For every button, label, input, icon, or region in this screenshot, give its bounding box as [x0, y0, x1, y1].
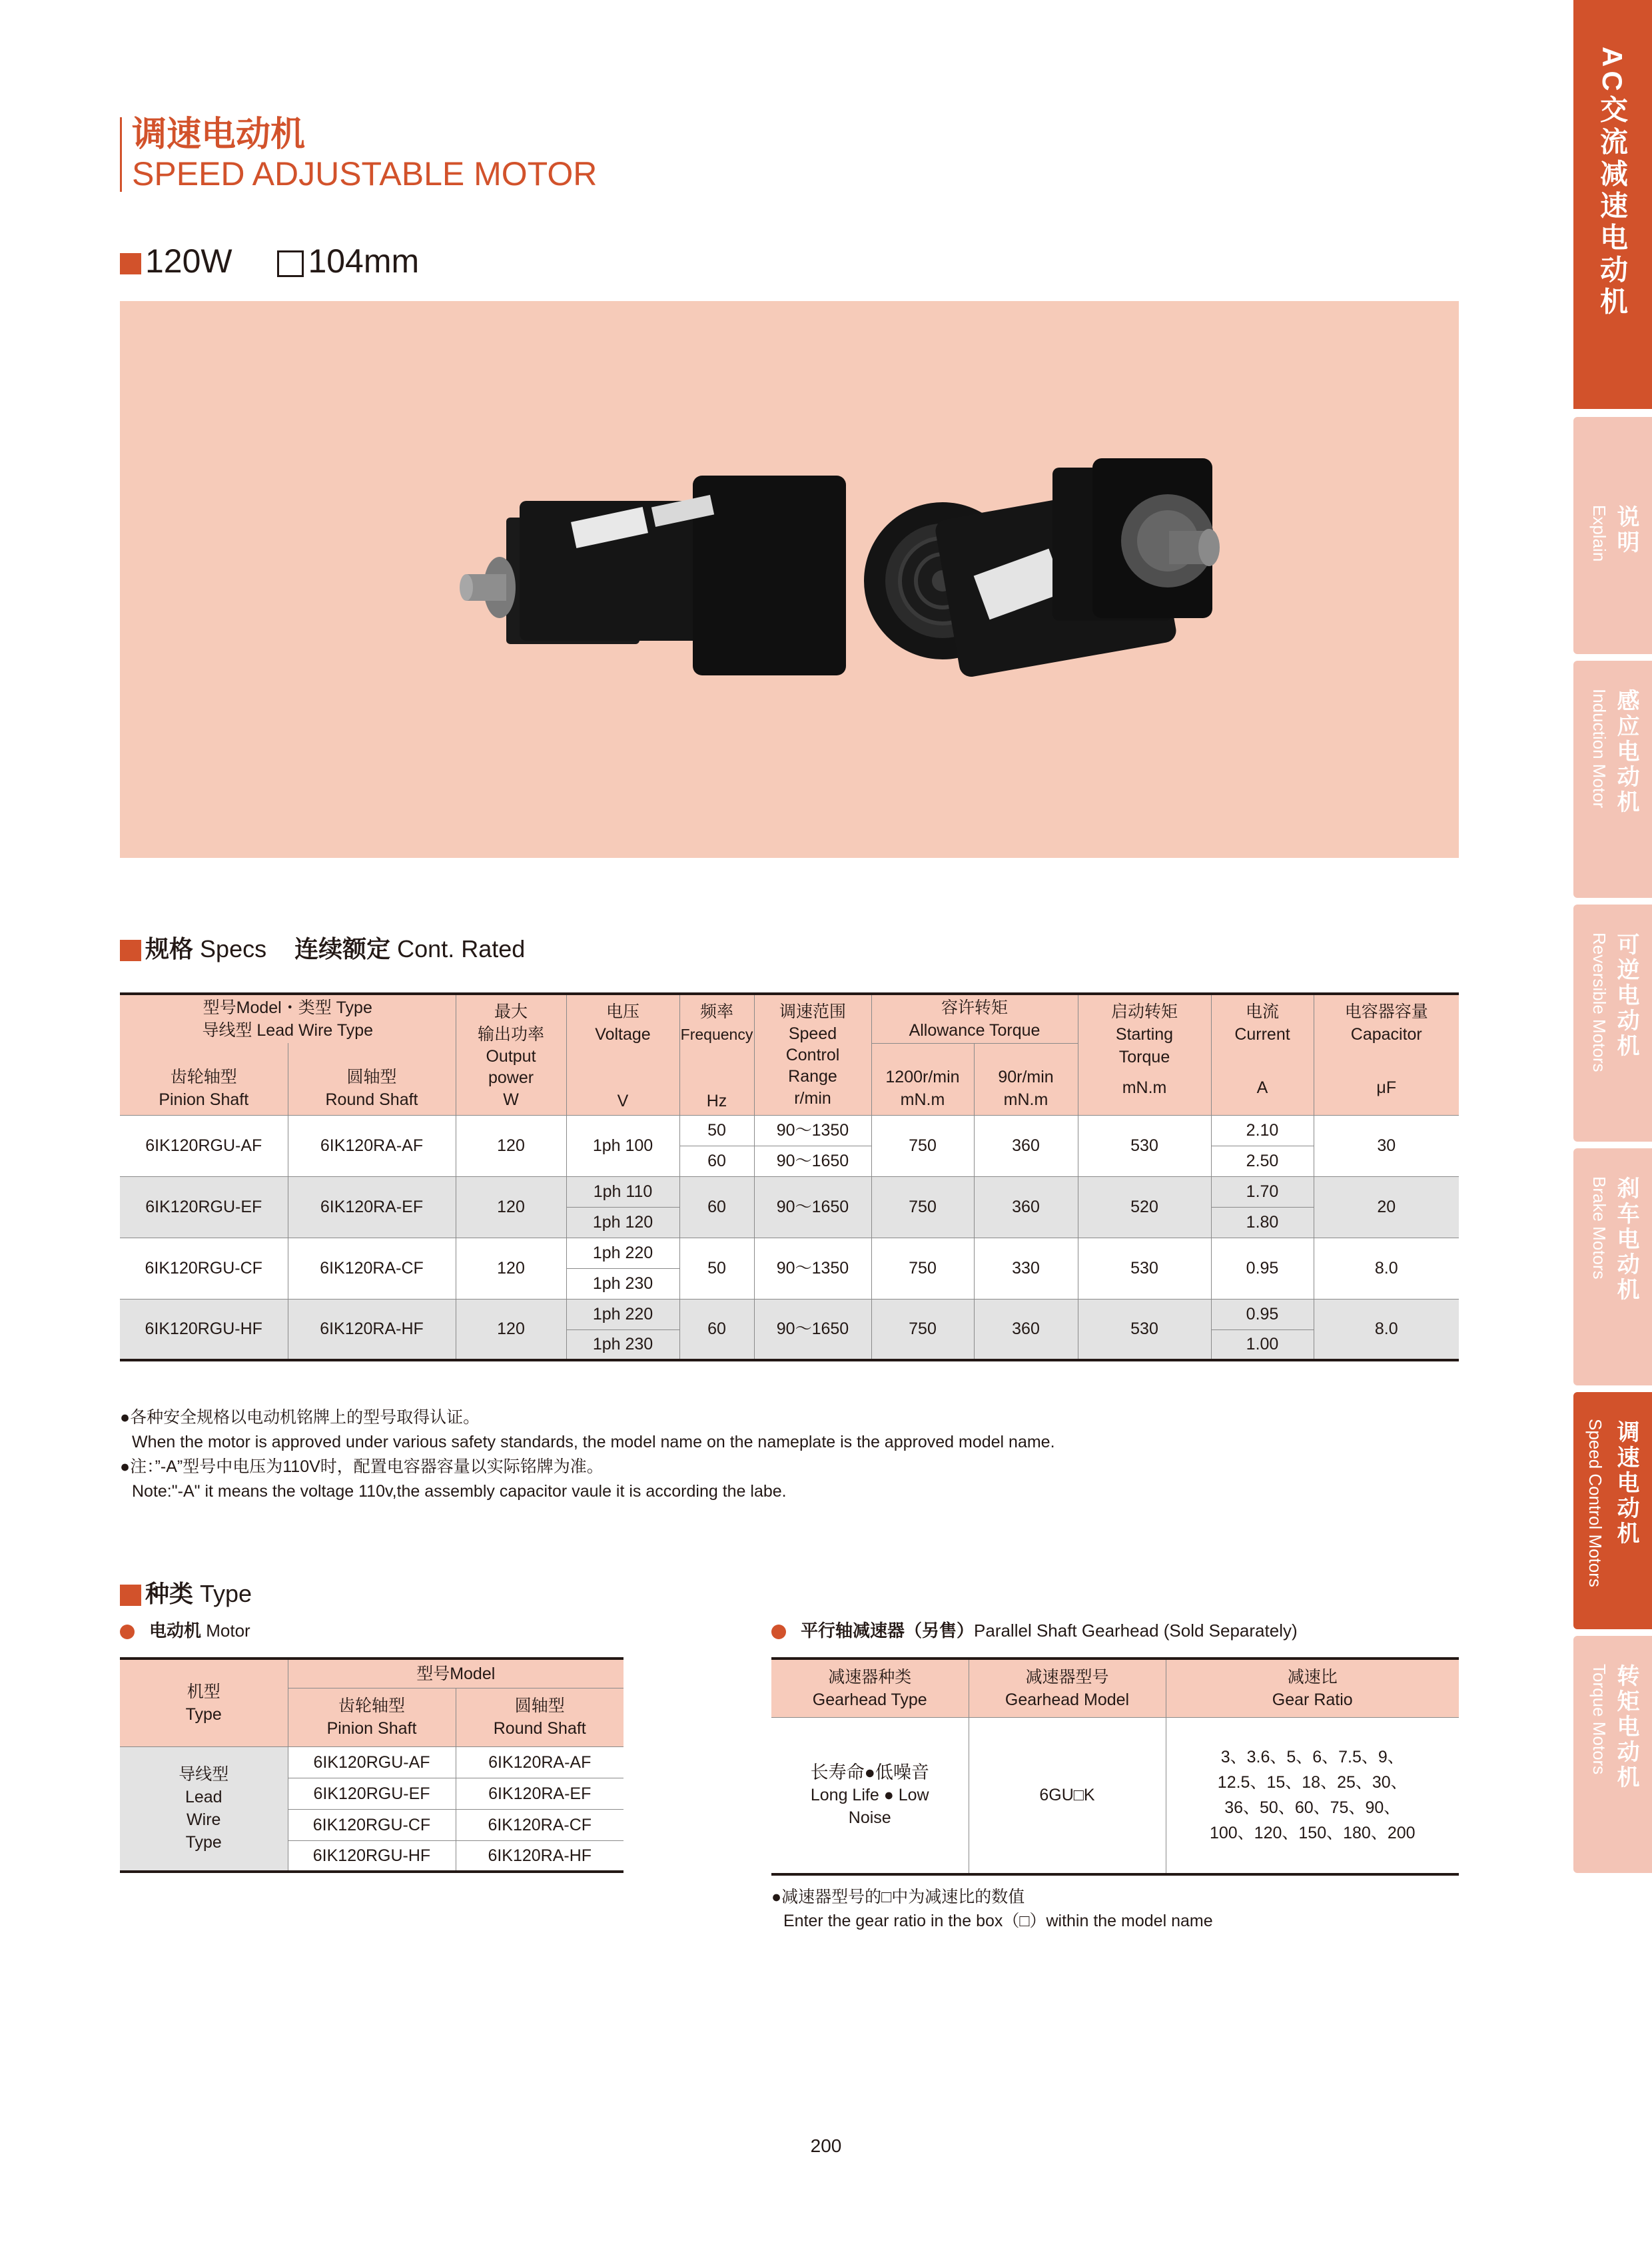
note-line: ●各种安全规格以电动机铭牌上的型号取得认证。 — [120, 1408, 480, 1427]
round-header-cn: 圆轴型 — [346, 1067, 397, 1086]
current-header-en: Current — [1234, 1025, 1290, 1044]
round-header-en: Round Shaft — [493, 1719, 586, 1738]
power-header-en: Output — [486, 1047, 536, 1066]
starting-torque-header — [1078, 994, 1211, 1115]
orange-square-icon — [120, 1585, 141, 1606]
page-title-en: SPEED ADJUSTABLE MOTOR — [132, 155, 598, 192]
type-header-en: Type — [185, 1704, 222, 1724]
side-tab-label-cn: 转矩电动机 — [1613, 1664, 1639, 1790]
title-divider — [120, 117, 122, 192]
gear-ratio-line: 100、120、150、180、200 — [1209, 1824, 1416, 1843]
table-cell: 6IK120RA-AF — [288, 1115, 456, 1176]
speed-range-header — [754, 994, 871, 1115]
page-title-cn: 调速电动机 — [132, 115, 306, 154]
motor-subheading-en: Motor — [206, 1621, 250, 1641]
gearhead-kind-cn: 长寿命●低噪音 — [810, 1762, 929, 1783]
gear-ratio-cn: 减速比 — [1287, 1667, 1338, 1686]
power-header-cn: 最大 — [494, 1002, 528, 1021]
table-cell: 1ph 230 — [566, 1329, 679, 1360]
torque-1200-header — [871, 1043, 974, 1115]
specs-heading-cn2: 连续额定 — [294, 935, 391, 962]
power-header-cn2: 输出功率 — [477, 1025, 544, 1044]
side-tab-induction-motor[interactable] — [1573, 661, 1652, 898]
gearhead-model-cell: 6GU□K — [969, 1717, 1166, 1874]
table-cell: 120 — [456, 1176, 566, 1238]
round-header-en: Round Shaft — [325, 1090, 418, 1109]
type-header-cn: 机型 — [187, 1682, 220, 1701]
power-rating: 120W — [145, 242, 232, 280]
round-header-cn: 圆轴型 — [514, 1696, 565, 1715]
speed-header-en1: Speed — [788, 1024, 837, 1043]
motor-image-left — [460, 476, 846, 675]
orange-square-icon — [120, 253, 141, 274]
type-heading-en: Type — [200, 1580, 252, 1607]
table-cell: 6IK120RGU-AF — [288, 1746, 456, 1778]
current-header-cn: 电流 — [1246, 1002, 1280, 1021]
frequency-header — [679, 994, 754, 1115]
side-tab-label-en: Brake Motors — [1589, 1176, 1609, 1280]
product-photo — [120, 301, 1459, 858]
gear-ratio-header — [1166, 1659, 1459, 1717]
gear-ratio-line: 36、50、60、75、90、 — [1224, 1798, 1401, 1818]
pinion-header — [288, 1688, 456, 1746]
voltage-header-cn: 电压 — [606, 1002, 639, 1021]
round-header — [456, 1688, 623, 1746]
table-cell: 750 — [871, 1176, 974, 1238]
table-cell: 1ph 120 — [566, 1207, 679, 1238]
table-cell: 1ph 100 — [566, 1115, 679, 1176]
torque-1200-unit: mN.m — [900, 1090, 945, 1109]
specs-heading-en1: Specs — [200, 935, 267, 962]
table-cell: 6IK120RGU-EF — [288, 1778, 456, 1809]
gearhead-type-en: Gearhead Type — [812, 1690, 927, 1709]
model-header — [120, 994, 456, 1043]
lead-en1: Lead — [185, 1788, 222, 1807]
frame-size: 104mm — [308, 242, 420, 280]
side-tab-label-en: Reversible Motors — [1589, 933, 1609, 1072]
frequency-header-en: Frequency — [680, 1026, 753, 1043]
table-cell: 750 — [871, 1299, 974, 1360]
table-cell: 1ph 110 — [566, 1176, 679, 1207]
speed-header-en3: Range — [788, 1067, 837, 1086]
gearhead-model-cn: 减速器型号 — [1025, 1667, 1109, 1686]
table-cell: 6IK120RGU-HF — [120, 1299, 288, 1360]
model-header: 型号Model — [288, 1659, 623, 1688]
side-tab-label-en: Speed Control Motors — [1585, 1419, 1605, 1587]
pinion-header — [120, 1043, 288, 1115]
table-cell: 530 — [1078, 1238, 1211, 1299]
side-tab-speed-control-motors[interactable] — [1573, 1392, 1652, 1629]
note-line: Enter the gear ratio in the box（□）within the model name — [783, 1912, 1213, 1930]
table-cell: 360 — [974, 1176, 1078, 1238]
table-cell: 360 — [974, 1299, 1078, 1360]
power-header-en2: power — [488, 1068, 534, 1087]
capacitor-header — [1314, 994, 1459, 1115]
table-cell: 60 — [679, 1299, 754, 1360]
table-cell: 2.50 — [1211, 1146, 1314, 1176]
side-tab-label-cn: 调速电动机 — [1613, 1420, 1639, 1547]
bullet-dot-icon — [771, 1625, 786, 1639]
table-cell: 6IK120RA-EF — [288, 1176, 456, 1238]
power-header — [456, 994, 566, 1115]
square-outline-icon — [277, 250, 304, 277]
type-heading — [120, 1577, 252, 1611]
type-heading-cn: 种类 — [145, 1580, 194, 1607]
note-line: ●减速器型号的□中为减速比的数值 — [771, 1888, 1025, 1906]
torque-header-cn: 容许转矩 — [941, 998, 1009, 1017]
capacitor-header-cn: 电容器容量 — [1344, 1002, 1428, 1021]
gear-ratio-en: Gear Ratio — [1272, 1690, 1353, 1709]
table-cell: 6IK120RA-CF — [456, 1809, 623, 1840]
table-cell: 750 — [871, 1238, 974, 1299]
voltage-header — [566, 994, 679, 1115]
side-tab-label-cn: 感应电动机 — [1613, 689, 1639, 815]
table-cell: 6IK120RA-EF — [456, 1778, 623, 1809]
side-tab-label-en: Torque Motors — [1589, 1664, 1609, 1775]
power-unit: W — [503, 1090, 519, 1109]
table-cell: 90～1650 — [754, 1176, 871, 1238]
start-header-en2: Torque — [1118, 1048, 1170, 1066]
table-cell: 50 — [679, 1238, 754, 1299]
frequency-header-cn: 频率 — [699, 1002, 733, 1021]
side-tab-reversible-motors[interactable] — [1573, 905, 1652, 1142]
table-cell: 520 — [1078, 1176, 1211, 1238]
side-tab-explain[interactable] — [1573, 417, 1652, 654]
gear-ratio-cell — [1166, 1717, 1459, 1874]
motor-spec-line — [120, 240, 419, 282]
frequency-unit: Hz — [706, 1092, 727, 1110]
torque-header — [871, 994, 1078, 1043]
table-cell: 50 — [679, 1115, 754, 1146]
pinion-header-en: Pinion Shaft — [326, 1719, 417, 1738]
lead-wire-type-cell — [120, 1746, 288, 1872]
table-cell: 0.95 — [1211, 1238, 1314, 1299]
table-cell: 6IK120RGU-CF — [288, 1809, 456, 1840]
table-cell: 6IK120RGU-HF — [288, 1840, 456, 1872]
round-header — [288, 1043, 456, 1115]
speed-header-en2: Control — [785, 1046, 840, 1064]
side-tab-ac-gear-motor[interactable] — [1573, 0, 1652, 409]
voltage-header-en: Voltage — [595, 1025, 651, 1044]
gear-subheading — [771, 1619, 1298, 1643]
gear-ratio-line: 12.5、15、18、25、30、 — [1217, 1773, 1408, 1792]
specs-table — [120, 992, 1459, 1361]
start-header-cn: 启动转矩 — [1111, 1002, 1178, 1021]
gearhead-model-header — [969, 1659, 1166, 1717]
side-tab-brake-motors[interactable] — [1573, 1148, 1652, 1385]
table-cell: 750 — [871, 1115, 974, 1176]
table-cell: 6IK120RGU-EF — [120, 1176, 288, 1238]
gear-subheading-en: Parallel Shaft Gearhead (Sold Separately) — [974, 1621, 1298, 1641]
motor-subheading-cn: 电动机 — [149, 1621, 202, 1641]
table-cell: 120 — [456, 1238, 566, 1299]
side-tab-label-cn: 刹车电动机 — [1613, 1176, 1639, 1303]
pinion-header-cn: 齿轮轴型 — [338, 1696, 405, 1715]
table-cell: 1ph 230 — [566, 1268, 679, 1299]
gear-notes — [771, 1885, 1213, 1933]
table-cell: 530 — [1078, 1299, 1211, 1360]
note-line: Note:"-A" it means the voltage 110v,the assembly capacitor vaule it is according the labe. — [132, 1482, 787, 1501]
table-cell: 8.0 — [1314, 1238, 1459, 1299]
table-cell: 1.00 — [1211, 1329, 1314, 1360]
table-cell: 20 — [1314, 1176, 1459, 1238]
start-unit: mN.m — [1122, 1078, 1167, 1097]
gearhead-kind-en2: Noise — [848, 1808, 891, 1828]
table-cell: 90～1650 — [754, 1146, 871, 1176]
table-cell: 90～1650 — [754, 1299, 871, 1360]
side-tab-label-cn: 可逆电动机 — [1613, 933, 1639, 1059]
side-tab-label-en: Explain — [1589, 505, 1609, 562]
torque-90-unit: mN.m — [1003, 1090, 1048, 1109]
side-tab-torque-motors[interactable] — [1573, 1636, 1652, 1873]
table-cell: 1.80 — [1211, 1207, 1314, 1238]
lead-en3: Type — [185, 1833, 222, 1852]
table-cell: 6IK120RA-HF — [288, 1299, 456, 1360]
speed-unit: r/min — [794, 1089, 831, 1108]
table-cell: 60 — [679, 1176, 754, 1238]
table-cell: 330 — [974, 1238, 1078, 1299]
table-cell: 120 — [456, 1299, 566, 1360]
table-cell: 6IK120RGU-AF — [120, 1115, 288, 1176]
side-tab-label-en: Induction Motor — [1589, 689, 1609, 809]
table-cell: 360 — [974, 1115, 1078, 1176]
start-header-en1: Starting — [1115, 1025, 1174, 1044]
table-cell: 60 — [679, 1146, 754, 1176]
speed-header-cn: 调速范围 — [779, 1002, 846, 1021]
current-unit: A — [1256, 1078, 1268, 1097]
specs-heading-cn1: 规格 — [145, 935, 194, 962]
table-cell: 6IK120RA-CF — [288, 1238, 456, 1299]
table-cell: 2.10 — [1211, 1115, 1314, 1146]
table-cell: 6IK120RA-AF — [456, 1746, 623, 1778]
torque-1200-label: 1200r/min — [885, 1067, 960, 1086]
table-cell: 6IK120RGU-CF — [120, 1238, 288, 1299]
voltage-unit: V — [617, 1092, 629, 1110]
lead-en2: Wire — [187, 1810, 221, 1830]
lead-cn: 导线型 — [179, 1765, 229, 1784]
gearhead-model-en: Gearhead Model — [1005, 1690, 1130, 1709]
table-cell: 90～1350 — [754, 1238, 871, 1299]
capacitor-unit: μF — [1376, 1078, 1397, 1097]
table-cell: 6IK120RA-HF — [456, 1840, 623, 1872]
model-header-label: 型号Model・类型 Type — [203, 998, 372, 1017]
gear-subheading-cn: 平行轴减速器（另售） — [801, 1621, 975, 1641]
capacitor-header-en: Capacitor — [1350, 1025, 1422, 1044]
pinion-header-en: Pinion Shaft — [159, 1090, 249, 1109]
table-cell: 30 — [1314, 1115, 1459, 1176]
side-tab-label-cn: 说明 — [1613, 505, 1639, 556]
motor-image-right — [864, 458, 1220, 679]
gear-ratio-line: 3、3.6、5、6、7.5、9、 — [1220, 1748, 1404, 1767]
specs-heading-en2: Cont. Rated — [397, 935, 526, 962]
table-cell: 90～1350 — [754, 1115, 871, 1146]
gearhead-kind-cell — [771, 1717, 969, 1874]
orange-square-icon — [120, 940, 141, 961]
current-header — [1211, 994, 1314, 1115]
note-line: ●注：”-A”型号中电压为110V时，配置电容器容量以实际铭牌为准。 — [120, 1457, 604, 1476]
gearhead-table — [771, 1657, 1459, 1876]
motor-photo-illustration — [120, 301, 1459, 858]
bullet-dot-icon — [120, 1625, 135, 1639]
note-line: When the motor is approved under various safety standards, the model name on the nameplate is the approved model name. — [132, 1433, 1055, 1451]
lead-wire-header-label: 导线型 Lead Wire Type — [202, 1021, 374, 1040]
table-cell: 1ph 220 — [566, 1238, 679, 1268]
motor-type-table — [120, 1657, 623, 1873]
motor-subheading — [120, 1619, 250, 1643]
gearhead-kind-en1: Long Life ● Low — [810, 1786, 929, 1805]
spec-notes — [120, 1405, 1055, 1504]
torque-90-header — [974, 1043, 1078, 1115]
type-header — [120, 1659, 288, 1746]
table-cell: 8.0 — [1314, 1299, 1459, 1360]
gearhead-type-header — [771, 1659, 969, 1717]
table-cell: 1.70 — [1211, 1176, 1314, 1207]
table-cell: 1ph 220 — [566, 1299, 679, 1329]
page-number: 200 — [810, 2135, 842, 2156]
table-cell: 530 — [1078, 1115, 1211, 1176]
gearhead-type-cn: 减速器种类 — [828, 1667, 912, 1686]
table-cell: 0.95 — [1211, 1299, 1314, 1329]
specs-heading — [120, 933, 525, 966]
torque-90-label: 90r/min — [998, 1067, 1054, 1086]
pinion-header-cn: 齿轮轴型 — [170, 1067, 237, 1086]
side-tab-label-cn: AC交流减速电动机 — [1597, 47, 1628, 319]
table-cell: 120 — [456, 1115, 566, 1176]
torque-header-en: Allowance Torque — [909, 1020, 1040, 1040]
